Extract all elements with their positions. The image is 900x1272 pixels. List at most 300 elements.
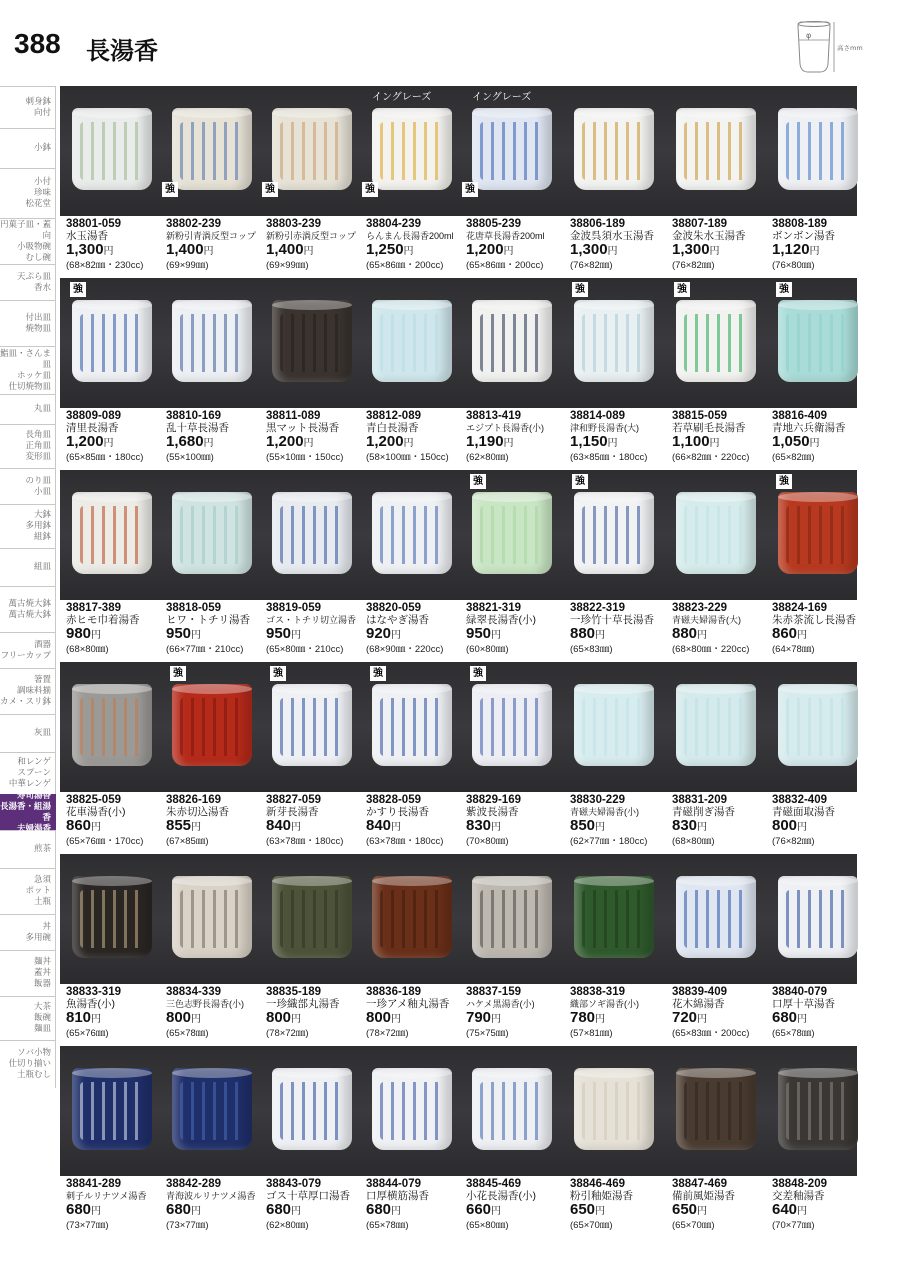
cup-rim [172, 876, 252, 886]
product-spec: (57×81㎜) [570, 1028, 613, 1039]
product-spec: (65×86㎜・200cc) [466, 260, 544, 271]
product-name: ヒワ・トチリ湯香 [166, 614, 250, 626]
product-info[interactable] [570, 986, 670, 1040]
cup-rim [272, 684, 352, 694]
yen-unit: 円 [91, 1206, 102, 1217]
cup-rim [372, 108, 452, 118]
cup-icon [574, 300, 654, 382]
product-spec: (69×99㎜) [266, 260, 309, 271]
product-photo[interactable] [372, 108, 452, 190]
product-info[interactable] [366, 1178, 466, 1232]
product-info[interactable] [66, 602, 166, 656]
sidebar-item-0[interactable] [0, 86, 56, 128]
product-photo[interactable] [778, 492, 858, 574]
yen-unit: 円 [607, 438, 618, 449]
sidebar-item-label: 寿司湯香 [16, 790, 51, 801]
product-photo[interactable] [372, 876, 452, 958]
product-info[interactable] [266, 794, 366, 848]
product-photo[interactable] [676, 108, 756, 190]
product-photo[interactable] [72, 1068, 152, 1150]
sidebar-item-label: 円菓子皿・蓋向 [0, 219, 52, 241]
price-value: 680 [366, 1201, 392, 1218]
yen-unit: 円 [697, 630, 708, 641]
product-photo[interactable] [172, 1068, 252, 1150]
cup-icon [472, 876, 552, 958]
yen-unit: 円 [103, 246, 114, 257]
product-photo[interactable] [272, 876, 352, 958]
price-value: 1,300 [570, 241, 608, 258]
sidebar-item-label: 長湯香・組湯香 [0, 801, 52, 823]
product-info[interactable] [466, 986, 566, 1040]
sidebar-item-label: カメ・スリ鉢 [0, 697, 52, 707]
product-info[interactable] [772, 1178, 872, 1232]
product-photo[interactable] [272, 300, 352, 382]
product-spec: (68×80㎜) [672, 836, 715, 847]
yen-unit: 円 [491, 1206, 502, 1217]
product-photo[interactable] [778, 108, 858, 190]
product-info[interactable] [672, 410, 772, 464]
product-info[interactable] [366, 218, 466, 272]
product-photo[interactable] [172, 684, 252, 766]
product-name: 交差釉湯香 [772, 1190, 825, 1202]
price-value: 860 [772, 625, 798, 642]
sidebar-item-17[interactable] [0, 790, 56, 834]
product-spec: (65×78㎜) [772, 1028, 815, 1039]
sidebar-item-label: むし碗 [25, 252, 51, 263]
product-price [366, 1010, 466, 1028]
sidebar-item-22[interactable] [0, 996, 56, 1040]
product-info[interactable] [366, 602, 466, 656]
product-photo[interactable] [272, 492, 352, 574]
product-price [166, 1010, 266, 1028]
product-photo[interactable] [172, 108, 252, 190]
product-price [672, 818, 772, 836]
yen-unit: 円 [797, 1206, 808, 1217]
yen-unit: 円 [697, 1014, 708, 1025]
cup-pattern [786, 506, 850, 564]
sidebar-item-label: 仕切焼物皿 [8, 381, 51, 392]
price-value: 950 [166, 625, 192, 642]
cup-icon [272, 876, 352, 958]
product-spec: (76×82㎜) [772, 836, 815, 847]
product-code: 38810-169 [166, 410, 221, 422]
yen-unit: 円 [391, 630, 402, 641]
sidebar-item-21[interactable] [0, 950, 56, 996]
diagram-height-label: 高さmm [837, 44, 863, 52]
product-info[interactable] [772, 602, 872, 656]
product-code: 38847-469 [672, 1178, 727, 1190]
product-info[interactable] [466, 1178, 566, 1232]
product-info[interactable] [672, 986, 772, 1040]
page-number: 388 [14, 28, 61, 59]
product-info[interactable] [66, 986, 166, 1040]
product-info[interactable] [466, 794, 566, 848]
product-code: 38816-409 [772, 410, 827, 422]
sidebar-item-label: 珍味 [33, 188, 51, 198]
product-photo[interactable] [472, 684, 552, 766]
product-info[interactable] [672, 602, 772, 656]
sidebar-item-19[interactable] [0, 868, 56, 914]
product-code: 38835-189 [266, 986, 321, 998]
cup-rim [72, 1068, 152, 1078]
sidebar-item-6[interactable] [0, 346, 56, 394]
price-value: 800 [366, 1009, 392, 1026]
yen-unit: 円 [203, 438, 214, 449]
product-name: ゴス十草厚口湯香 [266, 1190, 350, 1202]
product-info[interactable] [266, 218, 366, 272]
product-info[interactable] [66, 410, 166, 464]
product-name: 織部ソギ湯香(小) [570, 999, 639, 1009]
product-photo[interactable] [272, 108, 352, 190]
product-info[interactable] [570, 410, 670, 464]
product-code: 38838-319 [570, 986, 625, 998]
cup-rim [372, 492, 452, 502]
yen-unit: 円 [503, 246, 514, 257]
cup-rim [676, 1068, 756, 1078]
cup-rim [574, 1068, 654, 1078]
cup-icon [574, 684, 654, 766]
product-photo[interactable] [72, 492, 152, 574]
product-name: 朱赤切込湯香 [166, 806, 229, 818]
product-spec: (65×76㎜) [66, 1028, 109, 1039]
strong-badge: 強 [776, 474, 792, 489]
product-code: 38845-469 [466, 1178, 521, 1190]
sidebar-item-8[interactable] [0, 424, 56, 468]
price-value: 650 [570, 1201, 596, 1218]
product-name: ボンボン湯香 [772, 230, 835, 242]
sidebar-item-label: 香水 [33, 282, 51, 293]
price-value: 1,200 [266, 433, 304, 450]
product-name: 若草刷毛長湯香 [672, 422, 746, 434]
product-photo[interactable] [574, 1068, 654, 1150]
sidebar-item-label: 煎茶 [33, 844, 51, 854]
product-photo[interactable] [574, 684, 654, 766]
price-value: 1,100 [672, 433, 710, 450]
sidebar-item-9[interactable] [0, 468, 56, 504]
cup-rim [72, 492, 152, 502]
cup-icon [272, 108, 352, 190]
product-spec: (78×72㎜) [366, 1028, 409, 1039]
product-info[interactable] [772, 794, 872, 848]
cup-pattern [180, 1082, 244, 1140]
product-info[interactable] [570, 602, 670, 656]
product-info[interactable] [570, 218, 670, 272]
product-info[interactable] [466, 218, 566, 272]
product-price [266, 1010, 366, 1028]
sidebar-item-3[interactable] [0, 218, 56, 264]
cup-rim [172, 300, 252, 310]
product-photo[interactable] [676, 1068, 756, 1150]
cup-icon [72, 1068, 152, 1150]
product-info[interactable] [166, 1178, 266, 1232]
product-name: ハケメ黒湯香(小) [466, 999, 535, 1009]
product-photo[interactable] [372, 1068, 452, 1150]
price-value: 1,200 [466, 241, 504, 258]
product-photo[interactable] [272, 1068, 352, 1150]
sidebar-item-label: 酒器 [33, 639, 51, 650]
product-info[interactable] [166, 794, 266, 848]
product-price [266, 818, 366, 836]
cup-icon [72, 876, 152, 958]
product-name: かすり長湯香 [366, 806, 429, 818]
product-price [570, 626, 670, 644]
product-spec: (62×77㎜・180cc) [570, 836, 648, 847]
product-photo[interactable] [72, 108, 152, 190]
product-photo[interactable] [372, 492, 452, 574]
product-photo[interactable] [574, 876, 654, 958]
product-photo[interactable] [574, 492, 654, 574]
sidebar-item-label: 焼物皿 [25, 323, 51, 334]
cup-pattern [582, 890, 646, 948]
cup-icon [676, 492, 756, 574]
product-photo[interactable] [72, 684, 152, 766]
strong-badge: 強 [70, 282, 86, 297]
product-code: 38819-059 [266, 602, 321, 614]
product-photo[interactable] [272, 684, 352, 766]
product-photo[interactable] [372, 300, 452, 382]
product-photo[interactable] [676, 300, 756, 382]
strong-badge: 強 [674, 282, 690, 297]
sidebar-item-16[interactable] [0, 752, 56, 794]
product-code: 38803-239 [266, 218, 321, 230]
product-code: 38809-089 [66, 410, 121, 422]
product-price [66, 434, 166, 452]
product-name: 青磁夫婦湯香(小) [570, 807, 639, 817]
yen-unit: 円 [391, 1014, 402, 1025]
product-name: 青海波ルリナツメ湯香 [166, 1191, 256, 1201]
product-photo[interactable] [172, 876, 252, 958]
cup-icon [472, 1068, 552, 1150]
product-info[interactable] [466, 410, 566, 464]
sidebar-item-label: 長角皿 [25, 430, 51, 440]
product-price [772, 242, 872, 260]
product-photo[interactable] [72, 876, 152, 958]
product-photo[interactable] [778, 684, 858, 766]
sidebar-item-20[interactable] [0, 914, 56, 950]
product-photo[interactable] [472, 492, 552, 574]
product-info[interactable] [772, 410, 872, 464]
product-code: 38812-089 [366, 410, 421, 422]
sidebar-item-11[interactable] [0, 548, 56, 586]
product-spec: (63×85㎜・180cc) [570, 452, 648, 463]
product-photo[interactable] [676, 492, 756, 574]
product-name: 清里長湯香 [66, 422, 119, 434]
sidebar-item-label: 和レンゲ [17, 757, 51, 767]
sidebar-item-15[interactable] [0, 714, 56, 752]
product-info[interactable] [266, 410, 366, 464]
product-photo-band [60, 470, 857, 600]
product-price [466, 434, 566, 452]
price-value: 1,300 [672, 241, 710, 258]
product-spec: (70×80㎜) [466, 836, 509, 847]
yen-unit: 円 [709, 246, 720, 257]
price-value: 980 [66, 625, 92, 642]
sidebar-item-1[interactable] [0, 128, 56, 168]
cup-icon [676, 876, 756, 958]
product-name: 青磁面取湯香 [772, 806, 835, 818]
product-info[interactable] [166, 410, 266, 464]
product-price [672, 1010, 772, 1028]
product-name: 魚湯香(小) [66, 998, 115, 1010]
sidebar-item-label: 松花堂 [25, 199, 51, 209]
product-photo[interactable] [574, 108, 654, 190]
product-spec: (58×100㎜・150cc) [366, 452, 449, 463]
product-price [570, 242, 670, 260]
product-spec: (69×99㎜) [166, 260, 209, 271]
product-price [772, 1010, 872, 1028]
product-photo[interactable] [172, 492, 252, 574]
product-info[interactable] [66, 218, 166, 272]
product-photo[interactable] [72, 300, 152, 382]
cup-icon [676, 108, 756, 190]
product-code: 38808-189 [772, 218, 827, 230]
product-info[interactable] [672, 218, 772, 272]
product-price [466, 626, 566, 644]
product-photo[interactable] [472, 1068, 552, 1150]
product-photo[interactable] [172, 300, 252, 382]
product-name: 花唐草長湯香200ml [466, 231, 545, 241]
product-price [166, 1202, 266, 1220]
cup-icon [472, 300, 552, 382]
product-name: 緑翠長湯香(小) [466, 614, 536, 626]
sidebar-item-13[interactable] [0, 632, 56, 668]
product-photo[interactable] [472, 876, 552, 958]
product-price [266, 1202, 366, 1220]
product-spec: (65×86㎜・200cc) [366, 260, 444, 271]
product-spec: (55×10㎜・150cc) [266, 452, 344, 463]
price-value: 800 [166, 1009, 192, 1026]
product-info[interactable] [266, 1178, 366, 1232]
cup-rim [272, 876, 352, 886]
cup-icon [472, 684, 552, 766]
product-photo[interactable] [778, 300, 858, 382]
product-info[interactable] [366, 410, 466, 464]
product-info[interactable] [366, 986, 466, 1040]
product-photo[interactable] [676, 876, 756, 958]
product-photo[interactable] [472, 300, 552, 382]
glaze-note-label: イングレーズ [372, 92, 432, 103]
price-value: 680 [66, 1201, 92, 1218]
cup-icon [272, 684, 352, 766]
product-info[interactable] [366, 794, 466, 848]
product-info[interactable] [570, 794, 670, 848]
price-value: 780 [570, 1009, 596, 1026]
sidebar-item-7[interactable] [0, 394, 56, 424]
yen-unit: 円 [291, 822, 302, 833]
sidebar-item-label: 飯器 [33, 979, 51, 989]
product-name: 水玉湯香 [66, 230, 108, 242]
cup-pattern [80, 122, 144, 180]
product-price [772, 818, 872, 836]
cup-pattern [380, 1082, 444, 1140]
sidebar-item-label: 萬古焼大鉢 [8, 609, 51, 620]
cup-icon [72, 300, 152, 382]
product-info[interactable] [66, 794, 166, 848]
sidebar-item-2[interactable] [0, 168, 56, 218]
sidebar-item-23[interactable] [0, 1040, 56, 1088]
sidebar-item-18[interactable] [0, 830, 56, 868]
strong-badge: 強 [470, 474, 486, 489]
cup-rim [676, 300, 756, 310]
product-spec: (63×78㎜・180cc) [266, 836, 344, 847]
product-info[interactable] [466, 602, 566, 656]
product-name: 一珍織部丸湯香 [266, 998, 340, 1010]
product-photo[interactable] [676, 684, 756, 766]
product-spec: (76×82㎜) [672, 260, 715, 271]
product-photo[interactable] [574, 300, 654, 382]
product-info[interactable] [266, 986, 366, 1040]
cup-pattern [480, 122, 544, 180]
cup-rim [574, 108, 654, 118]
product-info[interactable] [570, 1178, 670, 1232]
sidebar-item-label: 鮨皿・さんま皿 [0, 348, 52, 370]
cup-icon [574, 492, 654, 574]
cup-icon [372, 108, 452, 190]
product-price [66, 1202, 166, 1220]
product-spec: (65×76㎜・170cc) [66, 836, 144, 847]
sidebar-item-12[interactable] [0, 586, 56, 632]
product-spec: (68×90㎜・220cc) [366, 644, 444, 655]
sidebar-item-label: 灰皿 [33, 728, 51, 738]
sidebar-item-4[interactable] [0, 264, 56, 300]
cup-icon [676, 300, 756, 382]
product-name: 新粉引青渦反型コップ [166, 231, 256, 241]
product-spec: (78×72㎜) [266, 1028, 309, 1039]
product-price [570, 818, 670, 836]
product-photo[interactable] [372, 684, 452, 766]
sidebar-item-5[interactable] [0, 300, 56, 346]
product-info[interactable] [166, 218, 266, 272]
cup-rim [172, 684, 252, 694]
product-code: 38820-059 [366, 602, 421, 614]
product-info[interactable] [166, 986, 266, 1040]
category-sidebar [0, 86, 56, 1088]
product-name: 朱赤茶流し長湯香 [772, 614, 856, 626]
product-spec: (67×85㎜) [166, 836, 209, 847]
product-info[interactable] [672, 794, 772, 848]
sidebar-item-label: フリーカップ [0, 650, 51, 661]
product-info[interactable] [166, 602, 266, 656]
product-photo[interactable] [472, 108, 552, 190]
price-value: 855 [166, 817, 192, 834]
product-photo[interactable] [778, 1068, 858, 1150]
product-info[interactable] [772, 218, 872, 272]
product-photo[interactable] [778, 876, 858, 958]
price-value: 830 [672, 817, 698, 834]
product-info[interactable] [66, 1178, 166, 1232]
yen-unit: 円 [191, 1014, 202, 1025]
cup-pattern [80, 890, 144, 948]
cup-pattern [380, 314, 444, 372]
cup-pattern [180, 698, 244, 756]
yen-unit: 円 [697, 1206, 708, 1217]
sidebar-item-label: 組鉢 [33, 532, 51, 542]
product-info[interactable] [266, 602, 366, 656]
sidebar-item-label: 付出皿 [25, 312, 51, 323]
cup-rim [72, 876, 152, 886]
sidebar-item-10[interactable] [0, 504, 56, 548]
product-spec: (68×80㎜・220cc) [672, 644, 750, 655]
sidebar-item-14[interactable] [0, 668, 56, 714]
product-code: 38831-209 [672, 794, 727, 806]
product-code: 38815-059 [672, 410, 727, 422]
yen-unit: 円 [191, 1206, 202, 1217]
cup-pattern [582, 506, 646, 564]
product-info[interactable] [772, 986, 872, 1040]
cup-rim [172, 1068, 252, 1078]
product-spec: (60×80㎜) [466, 644, 509, 655]
product-info[interactable] [672, 1178, 772, 1232]
